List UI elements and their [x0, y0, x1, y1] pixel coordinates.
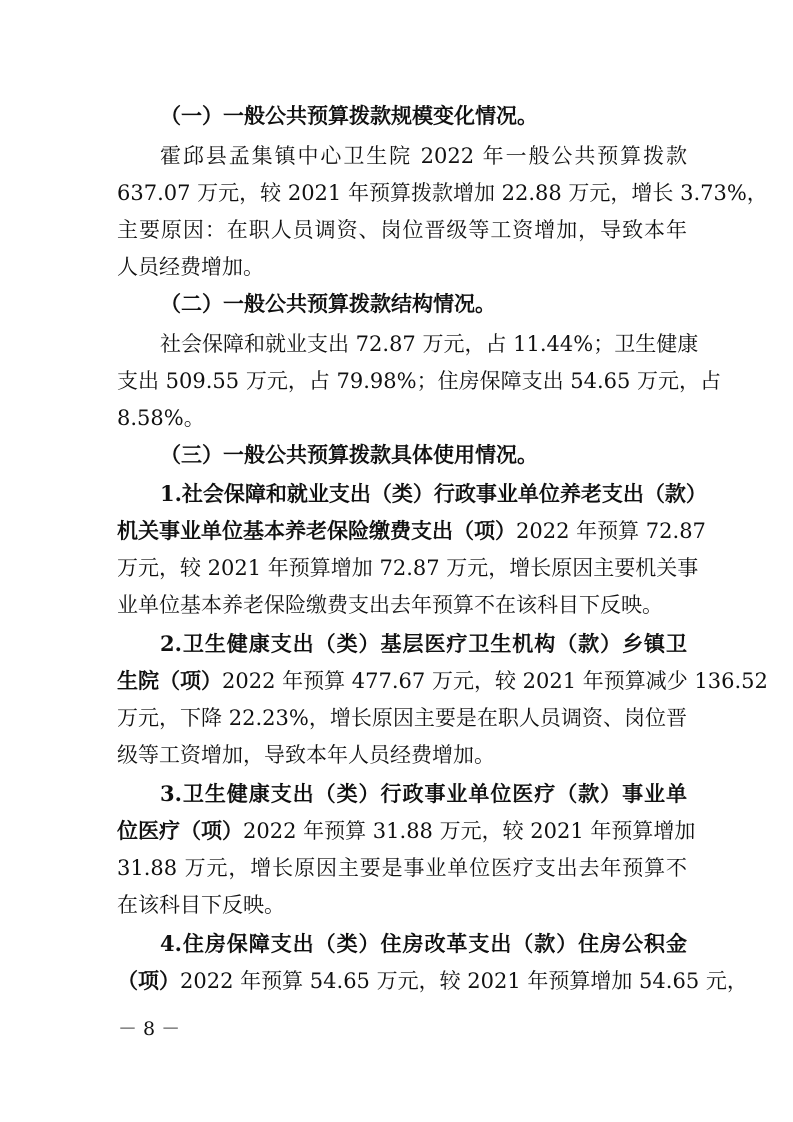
section-heading-3: （三）一般公共预算拨款具体使用情况。 — [160, 442, 538, 467]
paragraph-line: 霍邱县孟集镇中心卫生院 2022 年一般公共预算拨款 — [160, 144, 687, 168]
paragraph-line: 支出 509.55 万元，占 79.98%；住房保障支出 54.65 万元，占 — [117, 369, 722, 393]
item-1-code: 机关事业单位基本养老保险缴费支出（项） — [117, 518, 516, 543]
item-4-line-2 — [117, 968, 748, 994]
item-1-title: 1.社会保障和就业支出（类）行政事业单位养老支出（款） — [160, 481, 707, 506]
paragraph-line: 8.58%。 — [117, 406, 205, 430]
item-4-code: （项） — [117, 968, 180, 993]
item-3-line-2 — [117, 818, 696, 844]
item-2-text: 2022 年预算 477.67 万元，较 2021 年预算减少 136.52 — [222, 669, 768, 693]
section-heading-1: （一）一般公共预算拨款规模变化情况。 — [160, 103, 538, 128]
paragraph-line: 主要原因：在职人员调资、岗位晋级等工资增加，导致本年 — [117, 218, 687, 242]
paragraph-line: 637.07 万元，较 2021 年预算拨款增加 22.88 万元，增长 3.73%， — [117, 181, 768, 205]
paragraph-line: 31.88 万元，增长原因主要是事业单位医疗支出去年预算不 — [117, 856, 687, 880]
item-4-title: 4.住房保障支出（类）住房改革支出（款）住房公积金 — [160, 931, 687, 956]
paragraph-line: 万元，下降 22.23%，增长原因主要是在职人员调资、岗位晋 — [117, 706, 687, 730]
section-heading-2: （二）一般公共预算拨款结构情况。 — [160, 291, 496, 316]
item-2-code: 生院（项） — [117, 668, 222, 693]
item-2-title: 2.卫生健康支出（类）基层医疗卫生机构（款）乡镇卫 — [160, 631, 687, 656]
paragraph-line: 级等工资增加，导致本年人员经费增加。 — [117, 743, 495, 767]
item-3-code: 位医疗（项） — [117, 818, 243, 843]
item-2-line-2 — [117, 668, 768, 694]
paragraph-line: 社会保障和就业支出 72.87 万元，占 11.44%；卫生健康 — [160, 332, 699, 356]
paragraph-line: 人员经费增加。 — [117, 255, 264, 279]
paragraph-line: 万元，较 2021 年预算增加 72.87 万元，增长原因主要机关事 — [117, 556, 699, 580]
paragraph-line: 业单位基本养老保险缴费支出去年预算不在该科目下反映。 — [117, 593, 663, 617]
item-4-text: 2022 年预算 54.65 万元，较 2021 年预算增加 54.65 元， — [180, 969, 748, 993]
paragraph-line: 在该科目下反映。 — [117, 893, 285, 917]
item-3-title: 3.卫生健康支出（类）行政事业单位医疗（款）事业单 — [160, 781, 687, 806]
item-1-line-2 — [117, 518, 706, 544]
item-1-text: 2022 年预算 72.87 — [516, 519, 706, 543]
item-3-text: 2022 年预算 31.88 万元，较 2021 年预算增加 — [243, 819, 696, 843]
page-number: － 8 － — [118, 1018, 181, 1040]
